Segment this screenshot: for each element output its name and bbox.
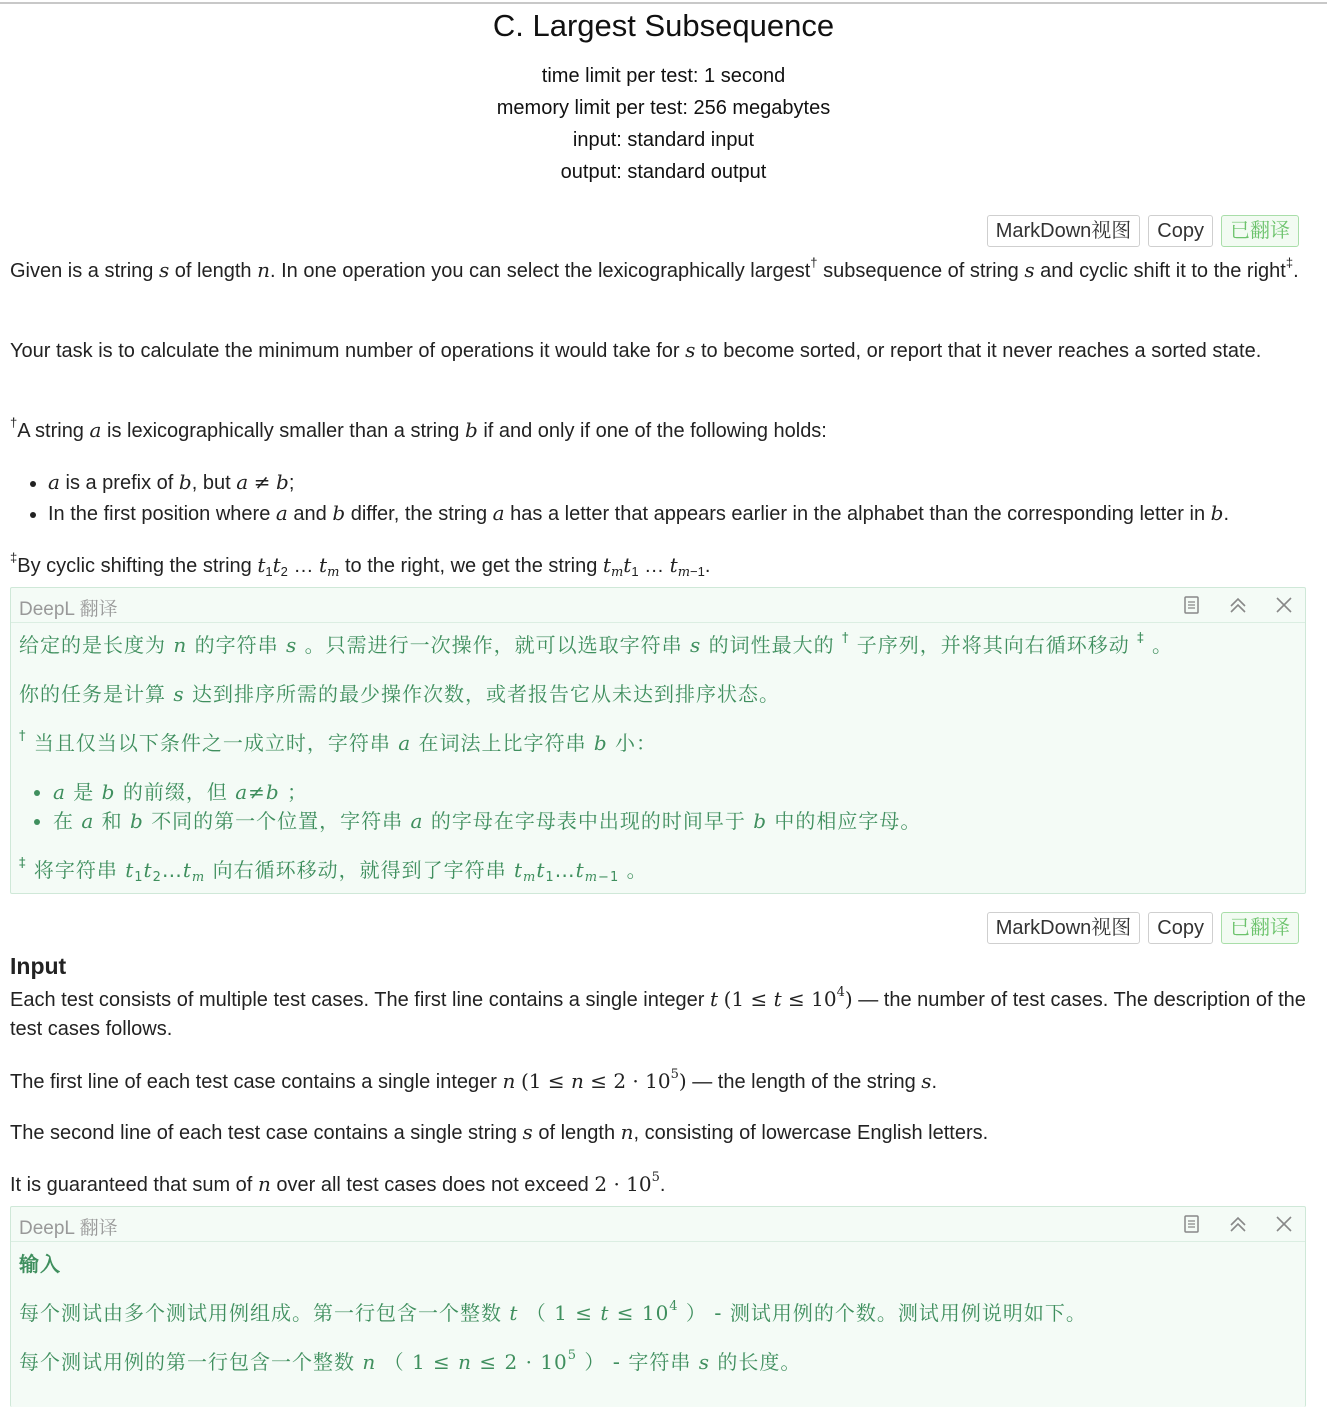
- list-item: • In the first position where a and b differ, the string a has a letter that appears earlier in the alphabet than the corresponding letter in b.: [48, 498, 1310, 529]
- deepl-body: 给定的是长度为 n 的字符串 s 。只需进行一次操作，就可以选取字符串 s 的词性最大的 † 子序列，并将其向右循环移动 ‡ 。 你的任务是计算 s 达到排序所需的最少操作次数，或者报告它从未达到排序状态。 † 当且仅当以下条件之一成立时，字符串 a 在词法上比字符串 b 小： • a 是 b 的前缀，但 a≠b ； • 在 a 和 b 不同的第一个位置，字符串 a 的字母在字母表中出现的时间早于 b 中的相应字母。 ‡ 将字符串 $t_1t_2\dots t_m$ 向右循环移动，就得到了字符串 $t_mt_1\dots t_{m-1}$ 。: [11, 631, 1305, 885]
- deepl-label: DeepL 翻译: [19, 1218, 118, 1239]
- markdown-view-button[interactable]: MarkDown视图: [987, 912, 1141, 944]
- collapse-icon[interactable]: [1227, 594, 1249, 616]
- markdown-view-button[interactable]: MarkDown视图: [987, 215, 1141, 247]
- list-item: • a 是 b 的前缀，但 a≠b ；: [53, 778, 1297, 807]
- footnote-dagger: †A string a is lexicographically smaller than a string b if and only if one of the following holds:: [10, 415, 827, 442]
- copy-button[interactable]: Copy: [1148, 912, 1213, 944]
- deepl-input-heading: 输入: [19, 1252, 61, 1276]
- list-item: • a is a prefix of b, but a ≠ b;: [48, 467, 1310, 498]
- input-spec: input: standard input: [572, 129, 755, 151]
- footnote-double-dagger: ‡By cyclic shifting the string $t_1t_2$ … $t_m$ to the right, we get the string $t_mt_1$ … $t_{m-1}$.: [10, 550, 711, 580]
- memory-limit: memory limit per test: 256 megabytes: [496, 97, 831, 119]
- statement-paragraph-2: Your task is to calculate the minimum number of operations it would take for s to become sorted, or report that it never reaches a sorted state.: [10, 338, 1262, 362]
- deepl-translation-panel: [10, 587, 1306, 894]
- deepl-header: [11, 1207, 1305, 1242]
- copy-button[interactable]: Copy: [1148, 215, 1213, 247]
- copy-icon[interactable]: [1181, 1213, 1203, 1235]
- input-paragraph-3: The second line of each test case contains a single string s of length n, consisting of lowercase English letters.: [10, 1120, 989, 1144]
- output-spec: output: standard output: [560, 161, 767, 183]
- statement-toolbar: [987, 215, 1299, 247]
- time-limit: time limit per test: 1 second: [541, 65, 786, 87]
- problem-title: C. Largest Subsequence: [492, 8, 835, 43]
- deepl-label: DeepL 翻译: [19, 599, 118, 620]
- list-item: • 在 a 和 b 不同的第一个位置，字符串 a 的字母在字母表中出现的时间早于 b 中的相应字母。: [53, 807, 1297, 836]
- translated-button[interactable]: 已翻译: [1221, 912, 1299, 944]
- translated-button[interactable]: 已翻译: [1221, 215, 1299, 247]
- input-paragraph-2: The first line of each test case contains a single integer n $(1 \le n \le 2 \cdot 10^5)$ — the length of the string s.: [10, 1067, 938, 1093]
- condition-list: [10, 467, 1310, 529]
- input-heading: Input: [10, 953, 67, 979]
- input-paragraph-1: Each test consists of multiple test cases. The first line contains a single integer t $(1 \le t \le 10^4)$ — the number of test cases. The description of the test cases follows.: [10, 985, 1306, 1040]
- problem-limits: [0, 60, 1327, 188]
- close-icon[interactable]: [1273, 594, 1295, 616]
- copy-icon[interactable]: [1181, 594, 1203, 616]
- input-toolbar: [987, 912, 1299, 944]
- statement-paragraph-1: Given is a string s of length n. In one operation you can select the lexicographically largest† subsequence of string s and cyclic shift it to the right‡.: [10, 255, 1299, 282]
- input-paragraph-4: It is guaranteed that sum of n over all test cases does not exceed $2 \cdot 10^5$.: [10, 1170, 666, 1196]
- deepl-body: 输入 每个测试由多个测试用例组成。第一行包含一个整数 t （ $1 \le t \le 10^4$ ） - 测试用例的个数。测试用例说明如下。 每个测试用例的第一行包含一个整数 n （ $1 \le n \le 2 \cdot 10^5$ ） - 字符串 s 的长度。: [11, 1250, 1305, 1377]
- deepl-header: [11, 588, 1305, 623]
- close-icon[interactable]: [1273, 1213, 1295, 1235]
- top-divider: [0, 2, 1327, 4]
- collapse-icon[interactable]: [1227, 1213, 1249, 1235]
- deepl-translation-panel: [10, 1206, 1306, 1407]
